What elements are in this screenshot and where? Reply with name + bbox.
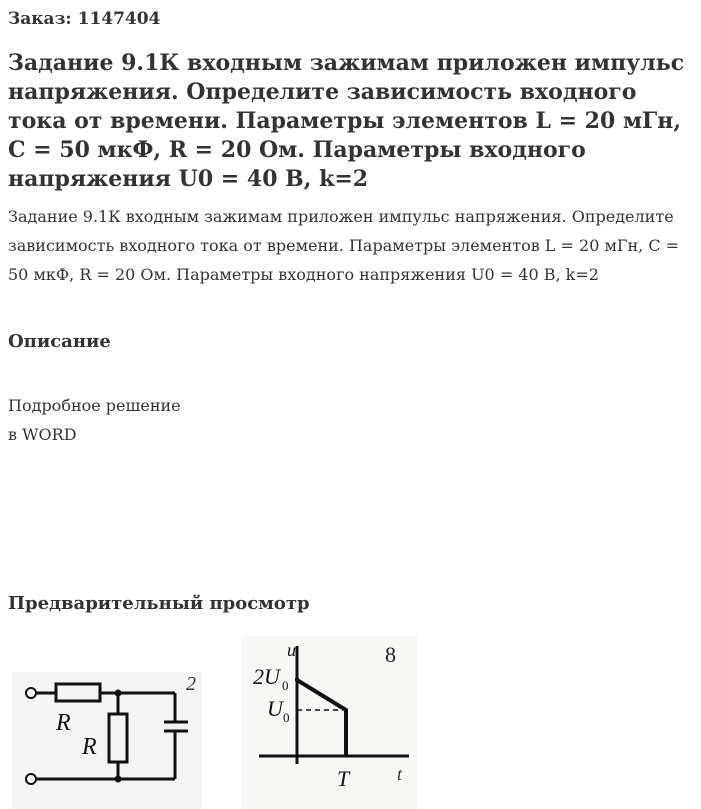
u-axis-label: u xyxy=(287,640,296,660)
t-axis-label: t xyxy=(397,764,403,784)
voltage-pulse-graph xyxy=(241,636,417,809)
input-terminal-top xyxy=(26,688,36,698)
2u0-label: 2U xyxy=(253,664,280,689)
2u0-subscript: 0 xyxy=(282,678,289,693)
period-label: T xyxy=(337,766,350,791)
u0-subscript: 0 xyxy=(283,710,290,725)
resistor-label-series: R xyxy=(56,710,71,736)
u0-label: U xyxy=(267,696,283,721)
graph-preview-image[interactable] xyxy=(241,636,417,809)
description-heading: Описание xyxy=(8,331,111,352)
resistor-label-shunt: R xyxy=(82,734,97,760)
graph-variant-number: 8 xyxy=(385,642,396,667)
circuit-diagram xyxy=(12,672,202,809)
circuit-preview-image[interactable] xyxy=(12,672,202,809)
description-line-2: в WORD xyxy=(8,425,77,444)
pulse-curve xyxy=(297,678,346,756)
input-terminal-bottom xyxy=(26,774,36,784)
description-line-1: Подробное решение xyxy=(8,396,181,415)
order-number: Заказ: 1147404 xyxy=(8,9,161,29)
preview-heading: Предварительный просмотр xyxy=(8,593,310,614)
circuit-variant-number: 2 xyxy=(186,673,196,695)
task-title: Задание 9.1К входным зажимам приложен импульс напряжения. Определите зависимость входного тока от времени. Параметры элементов L = 20 мГн, C = 50 мкФ, R = 20 Ом. Параметры входного напряжения U0 = 40 В, k=2 xyxy=(8,50,685,192)
task-text: Задание 9.1К входным зажимам приложен импульс напряжения. Определите зависимость входного тока от времени. Параметры элементов L = 20 мГн, C = 50 мкФ, R = 20 Ом. Параметры входного напряжения U0 = 40 В, k=2 xyxy=(8,207,680,284)
